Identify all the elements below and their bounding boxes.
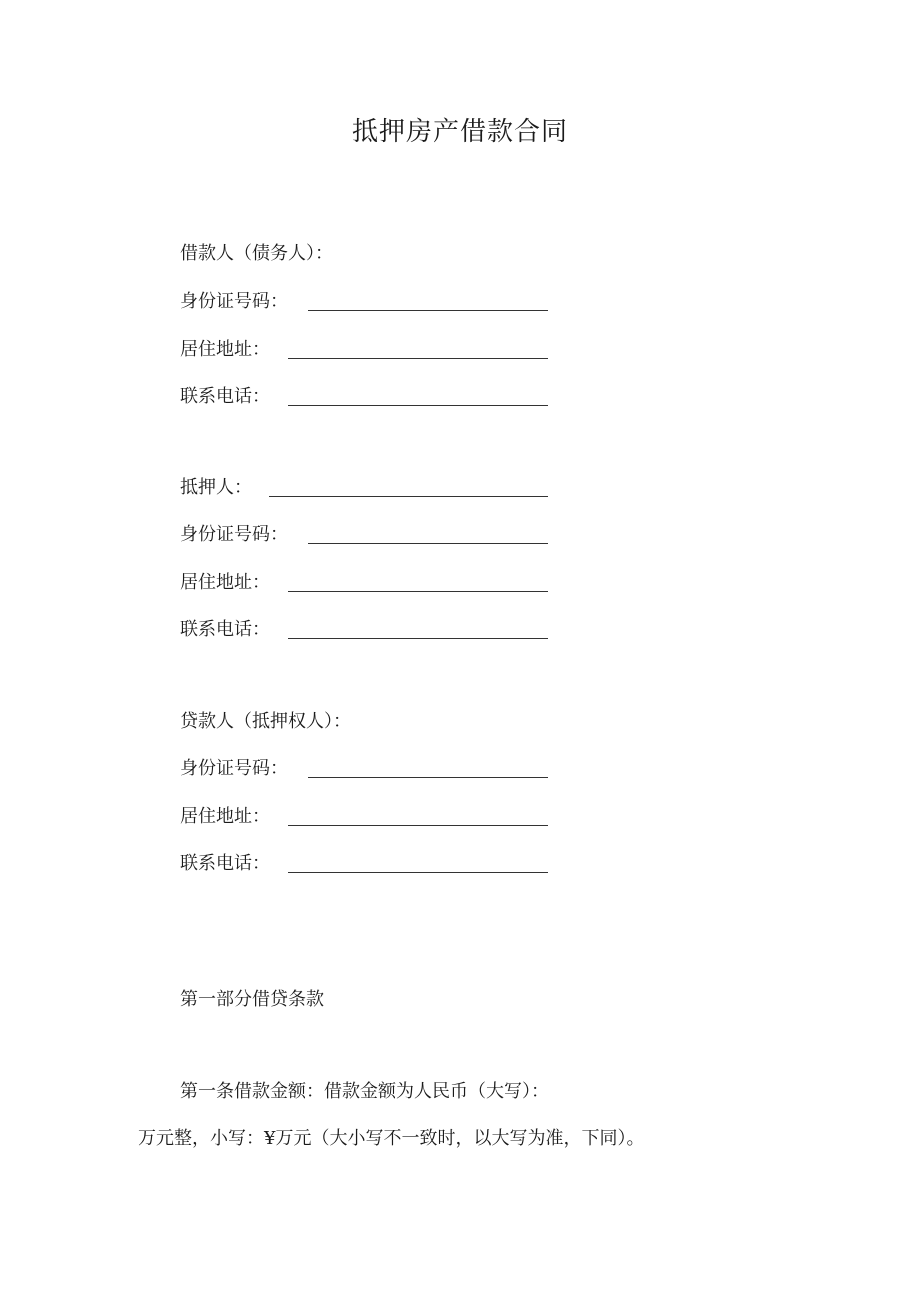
part-one-heading: 第一部分借贷条款: [180, 989, 324, 1010]
borrower-heading: 借款人（债务人）：: [180, 243, 333, 264]
lender-id-blank[interactable]: [308, 777, 548, 778]
borrower-phone-blank[interactable]: [288, 405, 548, 406]
article-one-line2: 万元整，小写：¥万元（大小写不一致时，以大写为准，下同）。: [138, 1128, 645, 1149]
borrower-address-label: 居住地址：: [180, 339, 270, 360]
lender-id-label: 身份证号码：: [180, 758, 288, 779]
lender-address-field: [180, 803, 270, 831]
article-one-line1: 第一条借款金额：借款金额为人民币（大写）：: [180, 1081, 549, 1102]
lender-address-label: 居住地址：: [180, 806, 270, 827]
mortgagor-phone-field: [180, 616, 270, 644]
lender-phone-field: [180, 850, 270, 878]
mortgagor-phone-label: 联系电话：: [180, 619, 270, 640]
borrower-phone-label: 联系电话：: [180, 386, 270, 407]
lender-heading: 贷款人（抵押权人）：: [180, 711, 351, 732]
mortgagor-address-field: [180, 569, 270, 597]
mortgagor-heading: 抵押人：: [180, 477, 252, 498]
borrower-address-field: [180, 336, 270, 364]
mortgagor-id-field: [180, 521, 288, 549]
borrower-id-field: [180, 288, 288, 316]
mortgagor-name-blank[interactable]: [269, 496, 548, 497]
borrower-id-blank[interactable]: [308, 310, 548, 311]
page-title: 抵押房产借款合同: [351, 117, 568, 147]
borrower-id-label: 身份证号码：: [180, 291, 288, 312]
mortgagor-phone-blank[interactable]: [288, 638, 548, 639]
mortgagor-field: [180, 474, 252, 502]
lender-address-blank[interactable]: [288, 825, 548, 826]
lender-id-field: [180, 755, 288, 783]
lender-phone-blank[interactable]: [288, 872, 548, 873]
lender-phone-label: 联系电话：: [180, 853, 270, 874]
borrower-phone-field: [180, 383, 270, 411]
mortgagor-id-blank[interactable]: [308, 543, 548, 544]
mortgagor-address-label: 居住地址：: [180, 572, 270, 593]
mortgagor-id-label: 身份证号码：: [180, 524, 288, 545]
borrower-address-blank[interactable]: [288, 358, 548, 359]
mortgagor-address-blank[interactable]: [288, 591, 548, 592]
